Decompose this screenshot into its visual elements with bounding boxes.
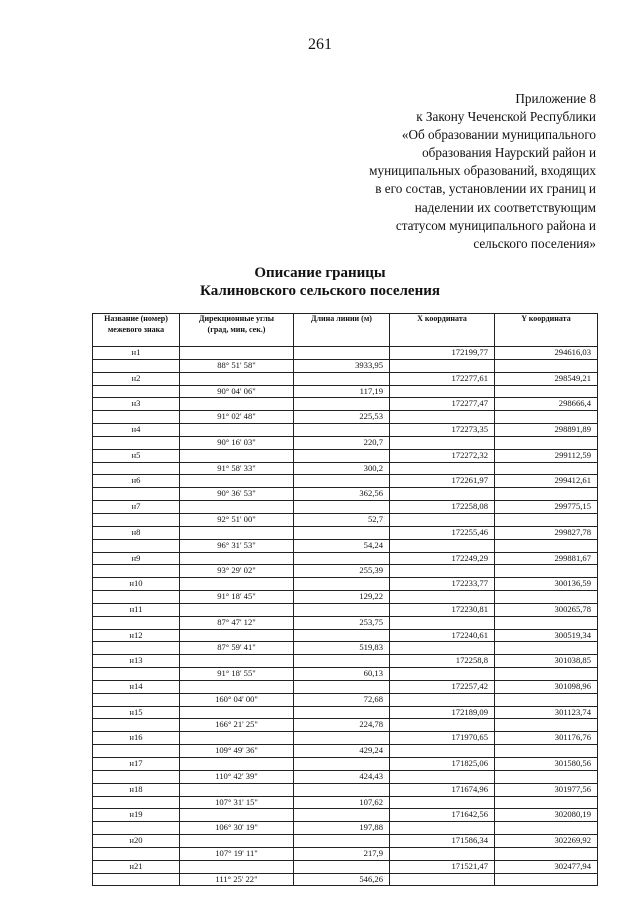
cell-direction-angle — [180, 526, 294, 539]
boundary-table-container — [92, 313, 597, 886]
table-row — [93, 822, 598, 835]
page-number: 261 — [308, 36, 332, 53]
table-row — [93, 745, 598, 758]
cell-line-length — [294, 372, 390, 385]
cell-y-coordinate: 299881,67 — [495, 552, 598, 565]
cell-marker-name — [93, 565, 180, 578]
header-x-coordinate: X координата — [390, 314, 495, 347]
header-direction-angle: Дирекционные углы (град, мин, сек.) — [180, 314, 294, 347]
table-row — [93, 680, 598, 693]
cell-marker-name: н11 — [93, 603, 180, 616]
table-row — [93, 539, 598, 552]
cell-direction-angle — [180, 449, 294, 462]
cell-line-length — [294, 732, 390, 745]
table-row — [93, 693, 598, 706]
cell-y-coordinate: 298549,21 — [495, 372, 598, 385]
table-row — [93, 770, 598, 783]
cell-direction-angle: 92° 51' 00" — [180, 513, 294, 526]
cell-line-length — [294, 578, 390, 591]
cell-x-coordinate: 172249,29 — [390, 552, 495, 565]
cell-direction-angle — [180, 706, 294, 719]
table-row — [93, 642, 598, 655]
cell-marker-name — [93, 693, 180, 706]
cell-x-coordinate: 172257,42 — [390, 680, 495, 693]
cell-marker-name: н1 — [93, 347, 180, 360]
cell-marker-name — [93, 745, 180, 758]
table-row — [93, 758, 598, 771]
appendix-line: образования Наурский район и — [422, 145, 596, 161]
cell-line-length — [294, 680, 390, 693]
cell-line-length: 225,53 — [294, 411, 390, 424]
cell-y-coordinate: 298666,4 — [495, 398, 598, 411]
cell-direction-angle — [180, 372, 294, 385]
cell-direction-angle: 106° 30' 19" — [180, 822, 294, 835]
cell-line-length — [294, 398, 390, 411]
cell-line-length — [294, 629, 390, 642]
cell-direction-angle — [180, 758, 294, 771]
cell-marker-name: н7 — [93, 501, 180, 514]
title-line-1: Описание границы — [254, 265, 386, 281]
cell-line-length — [294, 347, 390, 360]
cell-line-length: 72,68 — [294, 693, 390, 706]
cell-x-coordinate: 171586,34 — [390, 835, 495, 848]
cell-y-coordinate: 300265,78 — [495, 603, 598, 616]
cell-y-coordinate — [495, 462, 598, 475]
cell-y-coordinate: 300519,34 — [495, 629, 598, 642]
cell-y-coordinate — [495, 719, 598, 732]
cell-direction-angle: 111° 25' 22" — [180, 873, 294, 886]
cell-marker-name — [93, 642, 180, 655]
table-row — [93, 385, 598, 398]
table-row — [93, 860, 598, 873]
cell-y-coordinate — [495, 745, 598, 758]
table-row — [93, 398, 598, 411]
cell-line-length: 429,24 — [294, 745, 390, 758]
cell-y-coordinate — [495, 822, 598, 835]
cell-y-coordinate — [495, 436, 598, 449]
cell-line-length: 217,9 — [294, 847, 390, 860]
cell-line-length — [294, 475, 390, 488]
cell-y-coordinate: 302269,92 — [495, 835, 598, 848]
cell-marker-name — [93, 385, 180, 398]
cell-marker-name — [93, 616, 180, 629]
cell-y-coordinate — [495, 693, 598, 706]
cell-direction-angle — [180, 475, 294, 488]
cell-direction-angle: 91° 58' 33" — [180, 462, 294, 475]
cell-marker-name — [93, 539, 180, 552]
cell-x-coordinate — [390, 668, 495, 681]
cell-x-coordinate: 172233,77 — [390, 578, 495, 591]
cell-line-length: 424,43 — [294, 770, 390, 783]
cell-y-coordinate: 299827,78 — [495, 526, 598, 539]
cell-line-length — [294, 835, 390, 848]
table-row — [93, 475, 598, 488]
cell-x-coordinate — [390, 770, 495, 783]
cell-line-length — [294, 603, 390, 616]
table-row — [93, 616, 598, 629]
cell-y-coordinate — [495, 591, 598, 604]
cell-y-coordinate — [495, 796, 598, 809]
cell-y-coordinate: 299412,61 — [495, 475, 598, 488]
cell-direction-angle — [180, 835, 294, 848]
cell-marker-name: н10 — [93, 578, 180, 591]
cell-direction-angle: 91° 18' 55" — [180, 668, 294, 681]
appendix-line: сельского поселения» — [473, 235, 596, 251]
cell-y-coordinate — [495, 488, 598, 501]
cell-direction-angle: 88° 51' 58" — [180, 359, 294, 372]
cell-marker-name: н20 — [93, 835, 180, 848]
cell-x-coordinate — [390, 539, 495, 552]
cell-marker-name — [93, 591, 180, 604]
table-row — [93, 552, 598, 565]
cell-x-coordinate — [390, 359, 495, 372]
cell-y-coordinate: 299112,59 — [495, 449, 598, 462]
cell-direction-angle — [180, 578, 294, 591]
table-row — [93, 809, 598, 822]
cell-marker-name: н6 — [93, 475, 180, 488]
title-line-2: Калиновского сельского поселения — [200, 283, 440, 299]
table-row — [93, 436, 598, 449]
table-row — [93, 347, 598, 360]
cell-y-coordinate: 301580,56 — [495, 758, 598, 771]
cell-x-coordinate: 172258,08 — [390, 501, 495, 514]
table-row — [93, 411, 598, 424]
cell-x-coordinate — [390, 513, 495, 526]
table-body — [93, 347, 598, 886]
table-row — [93, 706, 598, 719]
cell-direction-angle — [180, 552, 294, 565]
cell-x-coordinate: 171642,56 — [390, 809, 495, 822]
cell-x-coordinate: 172273,35 — [390, 424, 495, 437]
cell-marker-name — [93, 719, 180, 732]
cell-direction-angle: 91° 02' 48" — [180, 411, 294, 424]
cell-direction-angle: 96° 31' 53" — [180, 539, 294, 552]
cell-x-coordinate: 172199,77 — [390, 347, 495, 360]
cell-marker-name — [93, 513, 180, 526]
cell-y-coordinate — [495, 565, 598, 578]
cell-direction-angle — [180, 424, 294, 437]
document-title — [0, 264, 640, 300]
cell-x-coordinate — [390, 873, 495, 886]
cell-direction-angle: 90° 04' 06" — [180, 385, 294, 398]
cell-y-coordinate — [495, 359, 598, 372]
cell-y-coordinate: 301123,74 — [495, 706, 598, 719]
cell-direction-angle: 87° 47' 12" — [180, 616, 294, 629]
cell-marker-name — [93, 411, 180, 424]
cell-marker-name — [93, 873, 180, 886]
cell-line-length — [294, 424, 390, 437]
cell-direction-angle: 107° 19' 11" — [180, 847, 294, 860]
cell-x-coordinate — [390, 719, 495, 732]
cell-line-length: 519,83 — [294, 642, 390, 655]
appendix-line: к Закону Чеченской Республики — [416, 109, 596, 125]
cell-line-length: 52,7 — [294, 513, 390, 526]
cell-marker-name: н21 — [93, 860, 180, 873]
table-row — [93, 501, 598, 514]
cell-x-coordinate — [390, 642, 495, 655]
cell-marker-name: н12 — [93, 629, 180, 642]
cell-x-coordinate — [390, 693, 495, 706]
cell-y-coordinate: 302477,94 — [495, 860, 598, 873]
cell-line-length: 253,75 — [294, 616, 390, 629]
cell-marker-name — [93, 462, 180, 475]
cell-marker-name — [93, 359, 180, 372]
cell-line-length — [294, 809, 390, 822]
cell-y-coordinate: 301038,85 — [495, 655, 598, 668]
cell-x-coordinate: 172277,61 — [390, 372, 495, 385]
cell-direction-angle — [180, 347, 294, 360]
cell-marker-name: н3 — [93, 398, 180, 411]
cell-marker-name: н14 — [93, 680, 180, 693]
cell-x-coordinate: 171674,96 — [390, 783, 495, 796]
table-row — [93, 732, 598, 745]
cell-x-coordinate — [390, 565, 495, 578]
cell-marker-name — [93, 770, 180, 783]
cell-x-coordinate — [390, 745, 495, 758]
cell-y-coordinate — [495, 668, 598, 681]
cell-y-coordinate: 301176,76 — [495, 732, 598, 745]
cell-y-coordinate — [495, 385, 598, 398]
appendix-line: Приложение 8 — [515, 91, 596, 106]
cell-direction-angle: 90° 36' 53" — [180, 488, 294, 501]
table-row — [93, 359, 598, 372]
cell-y-coordinate: 301098,96 — [495, 680, 598, 693]
table-row — [93, 488, 598, 501]
cell-x-coordinate — [390, 436, 495, 449]
table-header-row — [93, 314, 598, 347]
cell-x-coordinate: 171825,06 — [390, 758, 495, 771]
table-row — [93, 847, 598, 860]
table-row — [93, 796, 598, 809]
cell-direction-angle: 90° 16' 03" — [180, 436, 294, 449]
cell-marker-name — [93, 796, 180, 809]
cell-line-length — [294, 552, 390, 565]
table-row — [93, 719, 598, 732]
cell-marker-name — [93, 668, 180, 681]
boundary-table — [92, 313, 598, 886]
table-row — [93, 603, 598, 616]
cell-x-coordinate: 171521,47 — [390, 860, 495, 873]
cell-line-length — [294, 449, 390, 462]
cell-line-length — [294, 860, 390, 873]
appendix-line: наделении их соответствующим — [414, 199, 596, 215]
cell-y-coordinate — [495, 411, 598, 424]
cell-x-coordinate: 172277,47 — [390, 398, 495, 411]
cell-y-coordinate — [495, 539, 598, 552]
cell-direction-angle — [180, 732, 294, 745]
table-row — [93, 873, 598, 886]
table-row — [93, 578, 598, 591]
cell-y-coordinate: 302080,19 — [495, 809, 598, 822]
table-row — [93, 526, 598, 539]
cell-x-coordinate — [390, 591, 495, 604]
cell-marker-name: н5 — [93, 449, 180, 462]
appendix-line: статусом муниципального района и — [395, 217, 596, 233]
cell-x-coordinate: 172261,97 — [390, 475, 495, 488]
header-line-length: Длина линии (м) — [294, 314, 390, 347]
table-row — [93, 835, 598, 848]
cell-direction-angle: 107° 31' 15" — [180, 796, 294, 809]
cell-line-length: 362,56 — [294, 488, 390, 501]
cell-direction-angle: 93° 29' 02" — [180, 565, 294, 578]
cell-line-length: 220,7 — [294, 436, 390, 449]
cell-x-coordinate — [390, 796, 495, 809]
cell-direction-angle — [180, 501, 294, 514]
cell-marker-name: н9 — [93, 552, 180, 565]
table-row — [93, 591, 598, 604]
header-marker-name: Название (номер) межевого знака — [93, 314, 180, 347]
cell-line-length: 117,19 — [294, 385, 390, 398]
cell-x-coordinate — [390, 385, 495, 398]
cell-direction-angle: 87° 59' 41" — [180, 642, 294, 655]
cell-y-coordinate — [495, 616, 598, 629]
cell-y-coordinate — [495, 513, 598, 526]
cell-y-coordinate: 298891,89 — [495, 424, 598, 437]
cell-line-length: 224,78 — [294, 719, 390, 732]
cell-x-coordinate: 172230,81 — [390, 603, 495, 616]
cell-line-length: 129,22 — [294, 591, 390, 604]
cell-x-coordinate — [390, 411, 495, 424]
cell-line-length: 60,13 — [294, 668, 390, 681]
cell-x-coordinate — [390, 822, 495, 835]
table-row — [93, 449, 598, 462]
cell-direction-angle — [180, 680, 294, 693]
cell-marker-name: н4 — [93, 424, 180, 437]
cell-line-length: 197,88 — [294, 822, 390, 835]
cell-line-length: 107,62 — [294, 796, 390, 809]
cell-marker-name — [93, 436, 180, 449]
cell-x-coordinate: 172258,8 — [390, 655, 495, 668]
cell-direction-angle — [180, 783, 294, 796]
cell-direction-angle — [180, 809, 294, 822]
cell-direction-angle: 110° 42' 39" — [180, 770, 294, 783]
cell-line-length — [294, 783, 390, 796]
appendix-line: в его состав, установлении их границ и — [375, 181, 596, 197]
cell-direction-angle: 109° 49' 36" — [180, 745, 294, 758]
cell-y-coordinate: 294616,03 — [495, 347, 598, 360]
cell-direction-angle — [180, 655, 294, 668]
table-row — [93, 783, 598, 796]
cell-line-length — [294, 758, 390, 771]
cell-direction-angle: 160° 04' 00" — [180, 693, 294, 706]
cell-line-length: 255,39 — [294, 565, 390, 578]
appendix-header — [296, 90, 596, 253]
table-row — [93, 513, 598, 526]
cell-x-coordinate: 172272,32 — [390, 449, 495, 462]
cell-line-length — [294, 655, 390, 668]
header-y-coordinate: Y координата — [495, 314, 598, 347]
cell-marker-name: н16 — [93, 732, 180, 745]
cell-y-coordinate — [495, 873, 598, 886]
cell-x-coordinate: 172240,61 — [390, 629, 495, 642]
table-row — [93, 462, 598, 475]
cell-marker-name: н2 — [93, 372, 180, 385]
cell-direction-angle — [180, 398, 294, 411]
cell-direction-angle: 91° 18' 45" — [180, 591, 294, 604]
cell-marker-name — [93, 847, 180, 860]
cell-line-length — [294, 501, 390, 514]
cell-x-coordinate — [390, 462, 495, 475]
cell-line-length: 300,2 — [294, 462, 390, 475]
cell-x-coordinate: 172255,46 — [390, 526, 495, 539]
table-row — [93, 629, 598, 642]
cell-x-coordinate — [390, 847, 495, 860]
cell-line-length: 3933,95 — [294, 359, 390, 372]
cell-x-coordinate: 172189,09 — [390, 706, 495, 719]
cell-line-length — [294, 706, 390, 719]
cell-y-coordinate: 300136,59 — [495, 578, 598, 591]
cell-direction-angle: 166° 21' 25" — [180, 719, 294, 732]
cell-marker-name: н19 — [93, 809, 180, 822]
cell-marker-name: н8 — [93, 526, 180, 539]
cell-line-length: 54,24 — [294, 539, 390, 552]
cell-marker-name: н13 — [93, 655, 180, 668]
cell-y-coordinate — [495, 847, 598, 860]
appendix-line: «Об образовании муниципального — [401, 127, 596, 143]
table-row — [93, 372, 598, 385]
cell-x-coordinate: 171970,65 — [390, 732, 495, 745]
table-row — [93, 424, 598, 437]
cell-direction-angle — [180, 629, 294, 642]
cell-marker-name — [93, 822, 180, 835]
cell-x-coordinate — [390, 488, 495, 501]
cell-y-coordinate: 299775,15 — [495, 501, 598, 514]
cell-direction-angle — [180, 603, 294, 616]
cell-line-length — [294, 526, 390, 539]
table-row — [93, 655, 598, 668]
cell-marker-name — [93, 488, 180, 501]
table-row — [93, 565, 598, 578]
table-row — [93, 668, 598, 681]
cell-x-coordinate — [390, 616, 495, 629]
appendix-line: муниципальных образований, входящих — [369, 163, 596, 179]
cell-y-coordinate — [495, 642, 598, 655]
cell-marker-name: н18 — [93, 783, 180, 796]
cell-marker-name: н17 — [93, 758, 180, 771]
cell-y-coordinate — [495, 770, 598, 783]
cell-direction-angle — [180, 860, 294, 873]
cell-y-coordinate: 301977,56 — [495, 783, 598, 796]
cell-line-length: 546,26 — [294, 873, 390, 886]
cell-marker-name: н15 — [93, 706, 180, 719]
